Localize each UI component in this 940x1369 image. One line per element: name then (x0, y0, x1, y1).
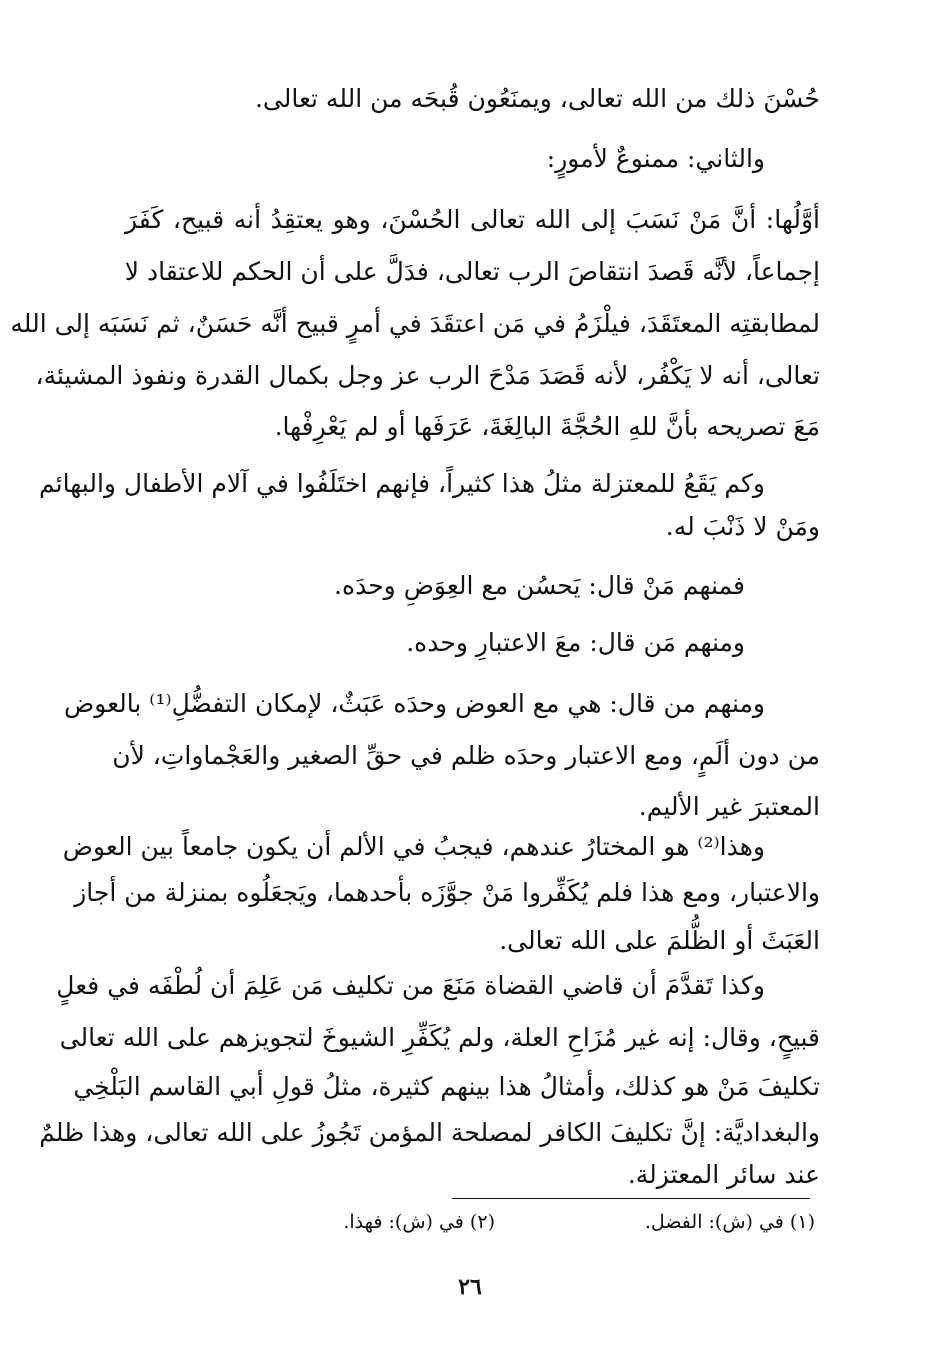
text-line: والاعتبار، ومع هذا فلم يُكَفِّروا مَنْ جوَّزَه بأحدهما، ويَجعَلُوه بمنزلة من أجاز (74, 878, 820, 907)
page-number: ٢٦ (458, 1274, 482, 1300)
footnote-1: (١) في (ش): الفضل. (644, 1211, 815, 1233)
text-line: والثاني: ممنوعٌ لأمورٍ: (546, 144, 765, 173)
text-line: إجماعاً، لأنَّه قَصدَ انتقاصَ الرب تعالى، فدَلَّ على أن الحكم للاعتقاد لا (124, 257, 820, 286)
text-line: تكليفَ مَنْ هو كذلك، وأمثالُ هذا بينهم كثيرة، مثلُ قولِ أبي القاسم البَلْخِي (73, 1072, 820, 1101)
text-line: ومنهم مَن قال: معَ الاعتبارِ وحده. (406, 628, 745, 657)
text-line: وكذا تَقدَّمَ أن قاضي القضاة مَنَعَ من تكليف مَن عَلِمَ أن لُطْفَه في فعلٍ (56, 971, 765, 1000)
text-line: أوَّلُها: أنَّ مَنْ نَسَبَ إلى الله تعالى الحُسْنَ، وهو يعتقِدُ أنه قبيح، كَفَرَ (125, 205, 820, 234)
text-line: مَعَ تصريحه بأنَّ للهِ الحُجَّةَ البالِغَةَ، عَرَفَها أو لم يَعْرِفْها. (274, 412, 820, 441)
text-line: فمنهم مَنْ قال: يَحسُن مع العِوَضِ وحدَه. (334, 571, 745, 600)
footnote-2: (٢) في (ش): فهذا. (343, 1211, 495, 1233)
text-line: ومنهم من قال: هي مع العوض وحدَه عَبَثٌ، لإمكان التفضُّلِ⁽¹⁾ بالعوض (63, 689, 765, 718)
footnote-divider (452, 1198, 810, 1199)
text-line: ومَنْ لا ذَنْبَ له. (665, 512, 820, 541)
text-line: عند سائر المعتزلة. (627, 1160, 820, 1189)
text-line: والبغداديَّة: إنَّ تكليفَ الكافر لمصلحة المؤمن تَجُوزُ على الله تعالى، وهذا ظلمٌ (39, 1118, 820, 1147)
text-line: المعتبرَ غير الأليم. (638, 792, 820, 821)
text-line: وكم يَقَعُ للمعتزلة مثلُ هذا كثيراً، فإنهم اختَلَفُوا في آلام الأطفال والبهائم (39, 469, 765, 498)
text-line: لمطابقتِه المعتَقَدَ، فيلْزَمُ في مَن اعتقَدَ في أمرٍ قبيح أنَّه حَسَنٌ، ثم نَسَبَه إلى الله (10, 309, 820, 338)
text-line: تعالى، أنه لا يَكْفُر، لأنه قَصَدَ مَدْحَ الرب عز وجل بكمال القدرة ونفوذ المشيئة، (35, 361, 820, 390)
text-line: وهذا⁽²⁾ هو المختارُ عندهم، فيجبُ في الألم أن يكون جامعاً بين العوض (62, 832, 765, 861)
text-line: حُسْنَ ذلك من الله تعالى، ويمنَعُون قُبحَه من الله تعالى. (254, 84, 820, 113)
text-line: من دون ألَمٍ، ومع الاعتبار وحدَه ظلم في حقِّ الصغير والعَجْماواتِ، لأن (112, 741, 820, 770)
text-line: العَبَثَ أو الظُّلمَ على الله تعالى. (499, 926, 820, 955)
text-line: قبيحٍ، وقال: إنه غير مُزَاحِ العلة، ولم يُكَفِّرِ الشيوخَ لتجويزهم على الله تعالى (59, 1023, 820, 1052)
